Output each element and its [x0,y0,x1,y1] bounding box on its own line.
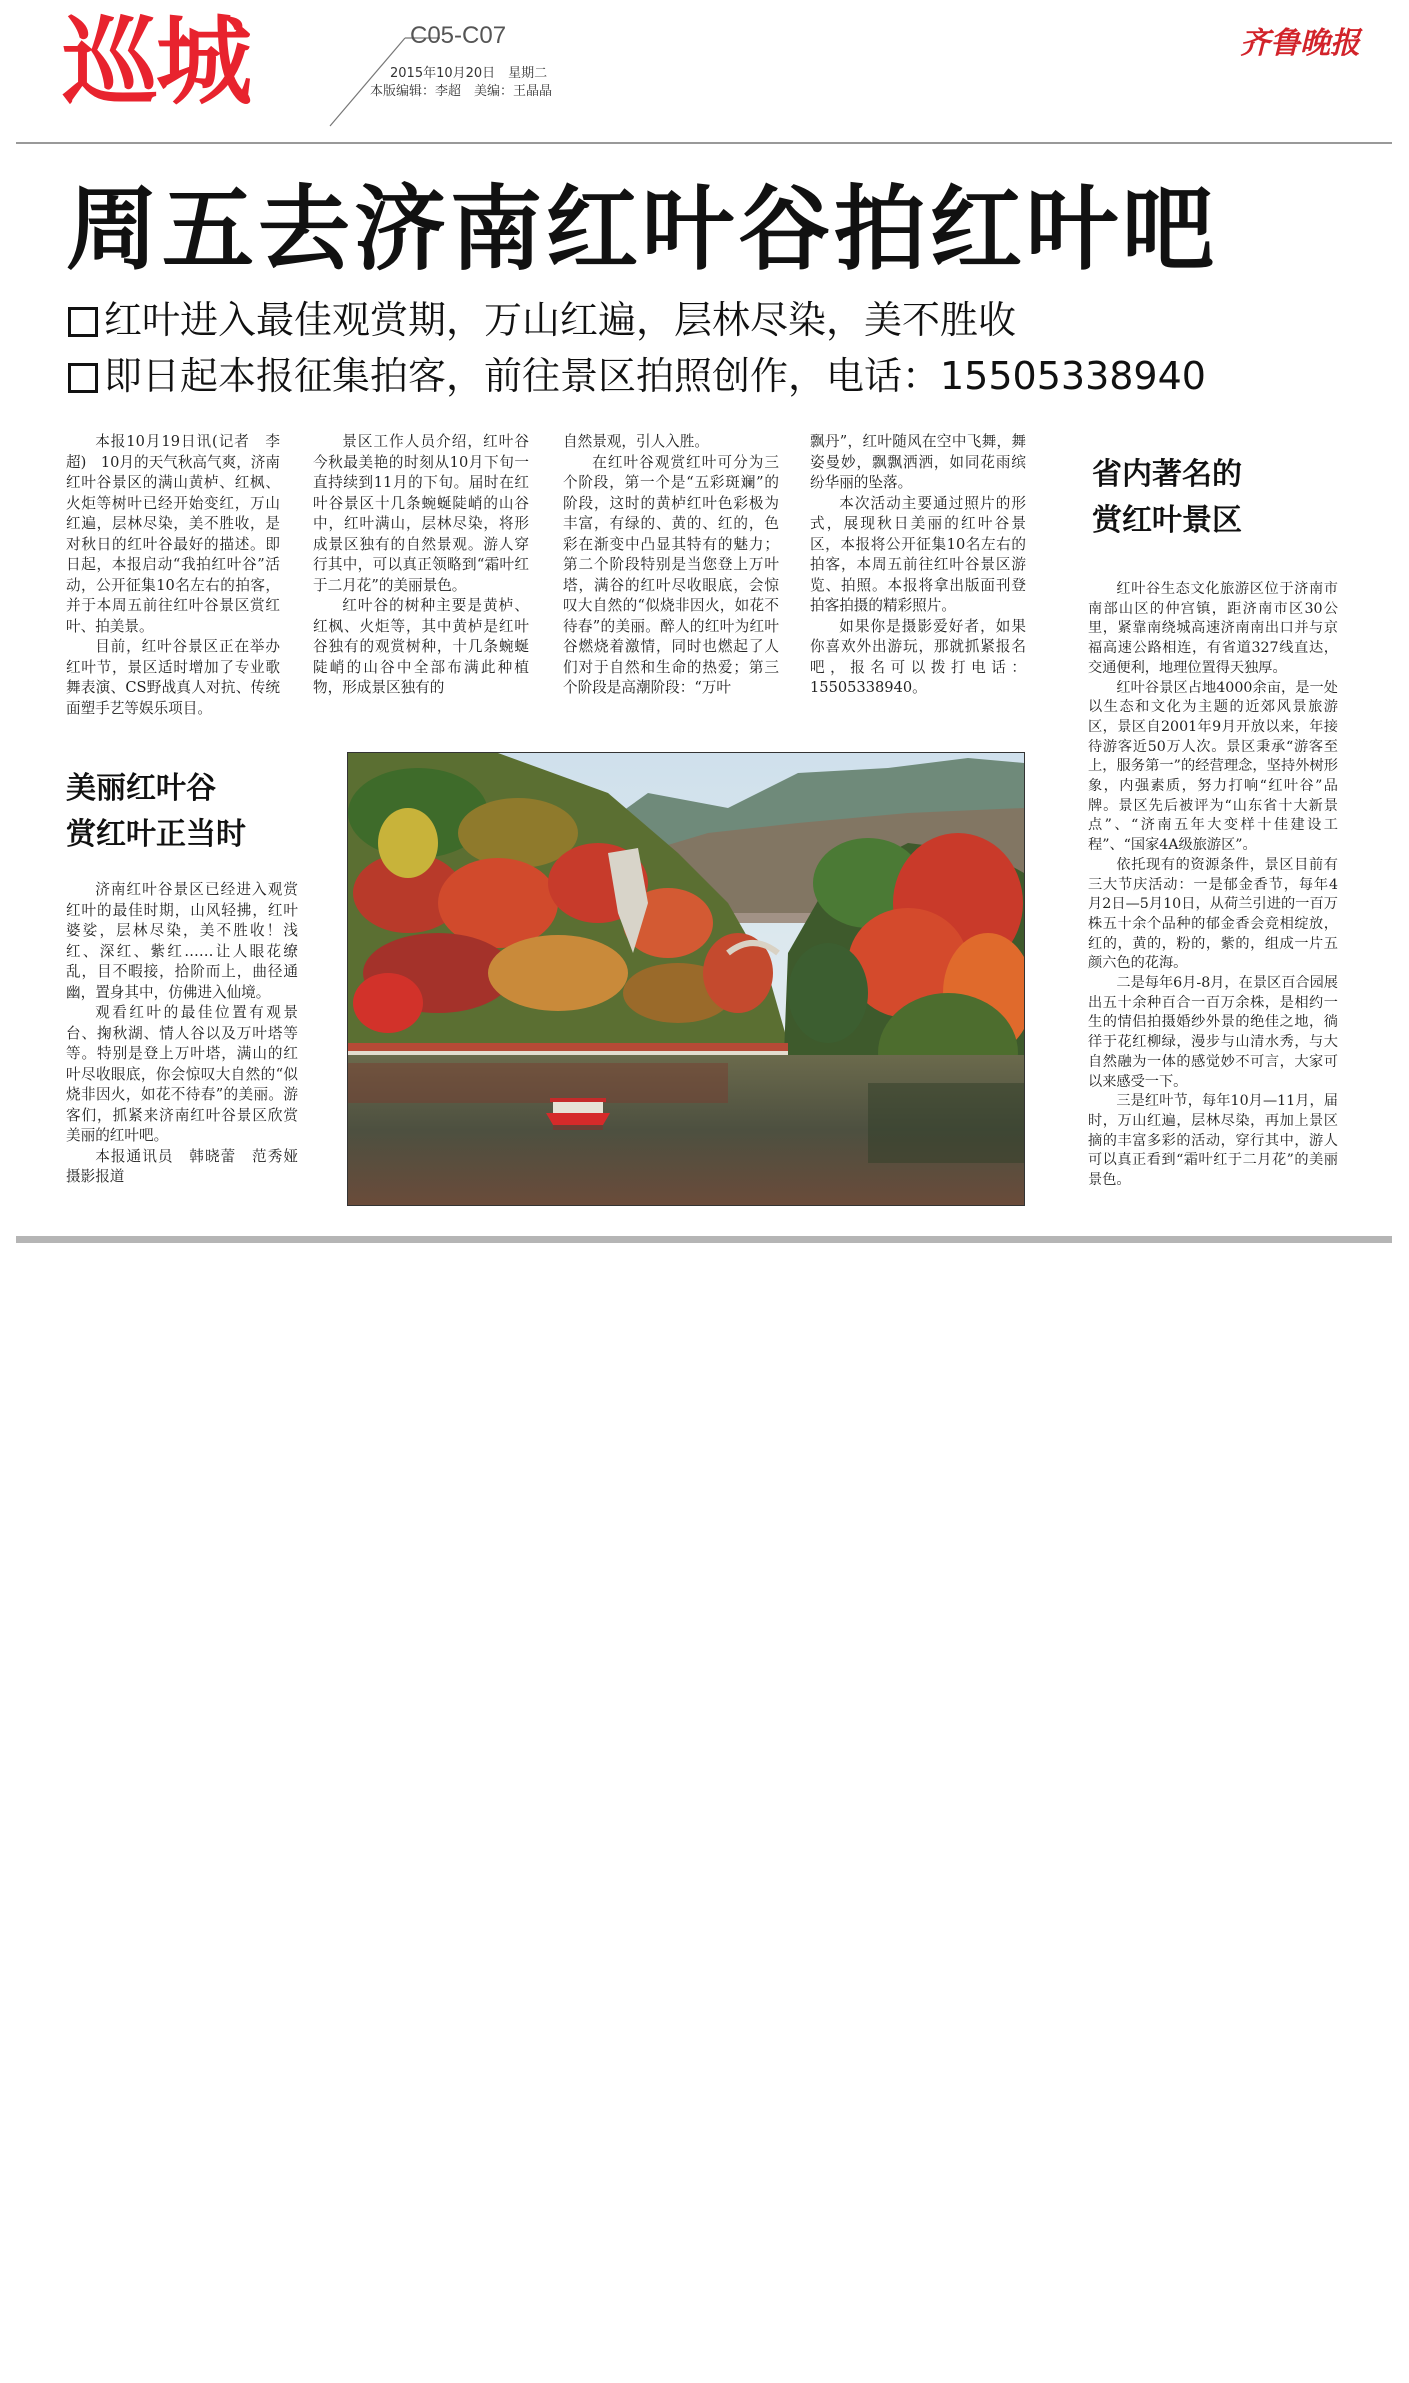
paragraph: 三是红叶节，每年10月—11月，届时，万山红遍，层林尽染，再加上景区摘的丰富多彩的活动，穿行其中，游人可以真正看到“霜叶红于二月花”的美丽景色。 [1088,1093,1338,1189]
left-lower-column [66,880,313,1188]
subhead-1 [68,296,1016,344]
newspaper-name: 齐鲁晚报 [1240,26,1360,61]
article-column-3 [563,432,779,699]
paragraph: 目前，红叶谷景区正在举办红叶节，景区适时增加了专业歌舞表演、CS野战真人对抗、传统面塑手艺等娱乐项目。 [66,638,280,717]
paragraph: 本次活动主要通过照片的形式，展现秋日美丽的红叶谷景区，本报将公开征集10名左右的拍客，本周五前往红叶谷景区游览、拍照。本报将拿出版面刊登拍客拍摄的精彩照片。 [810,494,1026,614]
subhead-1-text: 红叶进入最佳观赏期，万山红遍，层林尽染，美不胜收 [104,298,1017,342]
paragraph: 景区工作人员介绍，红叶谷今秋最美艳的时刻从10月下旬一直持续到11月的下旬。届时在红叶谷景区十几条蜿蜒陡峭的山谷中，红叶满山，层林尽染，将形成景区独有的自然景观。游人穿行其中，可以真正领略到“霜叶红于二月花”的美丽景色。 [313,433,529,594]
header-divider [16,142,1392,144]
article-column-2 [313,432,529,699]
editor-credits: 本版编辑：李超 美编：王晶晶 [370,84,553,99]
paragraph: 观看红叶的最佳位置有观景台、掬秋湖、情人谷以及万叶塔等等。特别是登上万叶塔，满山的红叶尽收眼底，你会惊叹大自然的“似烧非因火，如花不待春”的美丽。游客们，抓紧来济南红叶谷景区欣赏美丽的红叶吧。 [66,1004,298,1144]
page-range: C05-C07 [410,22,507,49]
subhead-2-text: 即日起本报征集拍客，前往景区拍照创作，电话：15505338940 [104,354,1206,398]
paragraph: 二是每年6月-8月，在景区百合园展出五十余种百合一百万余株，是相约一生的情侣拍摄婚纱外景的绝佳之地，徜徉于花红柳绿，漫步与山清水秀，与大自然融为一体的感觉妙不可言，大家可以来感受一下。 [1088,975,1338,1090]
paragraph: 自然景观，引人入胜。 [563,433,709,450]
paragraph: 依托现有的资源条件，景区目前有三大节庆活动：一是郁金香节，每年4月2日—5月10日，从荷兰引进的一百万株五十余个品种的郁金香会竞相绽放，红的，黄的，粉的，紫的，组成一片五颜六色的花海。 [1088,856,1338,972]
subhead-2 [68,352,1206,400]
photo-credit: 本报通讯员 韩晓蕾 范秀娅 摄影报道 [66,1147,313,1185]
left-section-title [66,766,246,858]
paragraph: 红叶谷生态文化旅游区位于济南市南部山区的仲宫镇，距济南市区30公里，紧靠南绕城高速济南南出口并与京福高速公路相连，有省道327线直达，交通便利，地理位置得天独厚。 [1088,581,1338,676]
section-logo: 巡城 [62,6,250,118]
headline: 周五去济南红叶谷拍红叶吧 [66,176,1219,283]
title-line: 赏红叶正当时 [66,817,246,852]
bottom-divider [16,1236,1392,1243]
article-column-1 [66,432,280,719]
paragraph: 本报10月19日讯(记者 李超) 10月的天气秋高气爽，济南红叶谷景区的满山黄栌、红枫、火炬等树叶已经开始变红，万山红遍，层林尽染，美不胜收，是对秋日的红叶谷最好的描述。即日起，本报启动“我拍红叶谷”活动，公开征集10名左右的拍客，并于本周五前往红叶谷景区赏红叶、拍美景。 [66,433,280,635]
issue-date: 2015年10月20日 星期二 [390,66,548,81]
article-column-4 [810,432,1026,699]
paragraph: 红叶谷的树种主要是黄栌、红枫、火炬等，其中黄栌是红叶谷独有的观赏树种，十几条蜿蜒陡峭的山谷中全部布满此种植物，形成景区独有的 [313,597,529,696]
paragraph: 在红叶谷观赏红叶可分为三个阶段，第一个是“五彩斑斓”的阶段，这时的黄栌红叶色彩极为丰富，有绿的、黄的、红的，色彩在渐变中凸显其特有的魅力；第二个阶段特别是当您登上万叶塔，满谷的红叶尽收眼底，会惊叹大自然的“似烧非因火，如花不待春”的美丽。醉人的红叶为红叶谷燃烧着激情，同时也燃起了人们对于自然和生命的热爱；第三个阶段是高潮阶段：“万叶 [563,453,779,696]
title-line: 赏红叶景区 [1092,503,1242,538]
sidebar-column [1088,580,1338,1191]
paragraph: 如果你是摄影爱好者，如果你喜欢外出游玩，那就抓紧报名吧，报名可以拨打电话：15505338940。 [810,617,1026,696]
red-leaf-valley-photo [347,752,1025,1206]
box-bullet-icon [68,363,98,393]
title-line: 省内著名的 [1092,457,1242,492]
sidebar-section-title [1092,452,1242,544]
title-line: 美丽红叶谷 [66,771,216,806]
paragraph: 济南红叶谷景区已经进入观赏红叶的最佳时期，山风轻拂，红叶婆娑，层林尽染，美不胜收！浅红、深红、紫红……让人眼花缭乱，目不暇接，拾阶而上，曲径通幽，置身其中，仿佛进入仙境。 [66,881,298,1001]
paragraph: 飘丹”，红叶随风在空中飞舞，舞姿曼妙，飘飘洒洒，如同花雨缤纷华丽的坠落。 [810,433,1026,491]
box-bullet-icon [68,307,98,337]
paragraph: 红叶谷景区占地4000余亩，是一处以生态和文化为主题的近郊风景旅游区，景区自2001年9月开放以来，年接待游客近50万人次。景区秉承“游客至上，服务第一”的经营理念，坚持外树形象，内强素质，努力打响“红叶谷”品牌。景区先后被评为“山东省十大新景点”、“济南五年大变样十佳建设工程”、“国家4A级旅游区”。 [1088,679,1338,854]
